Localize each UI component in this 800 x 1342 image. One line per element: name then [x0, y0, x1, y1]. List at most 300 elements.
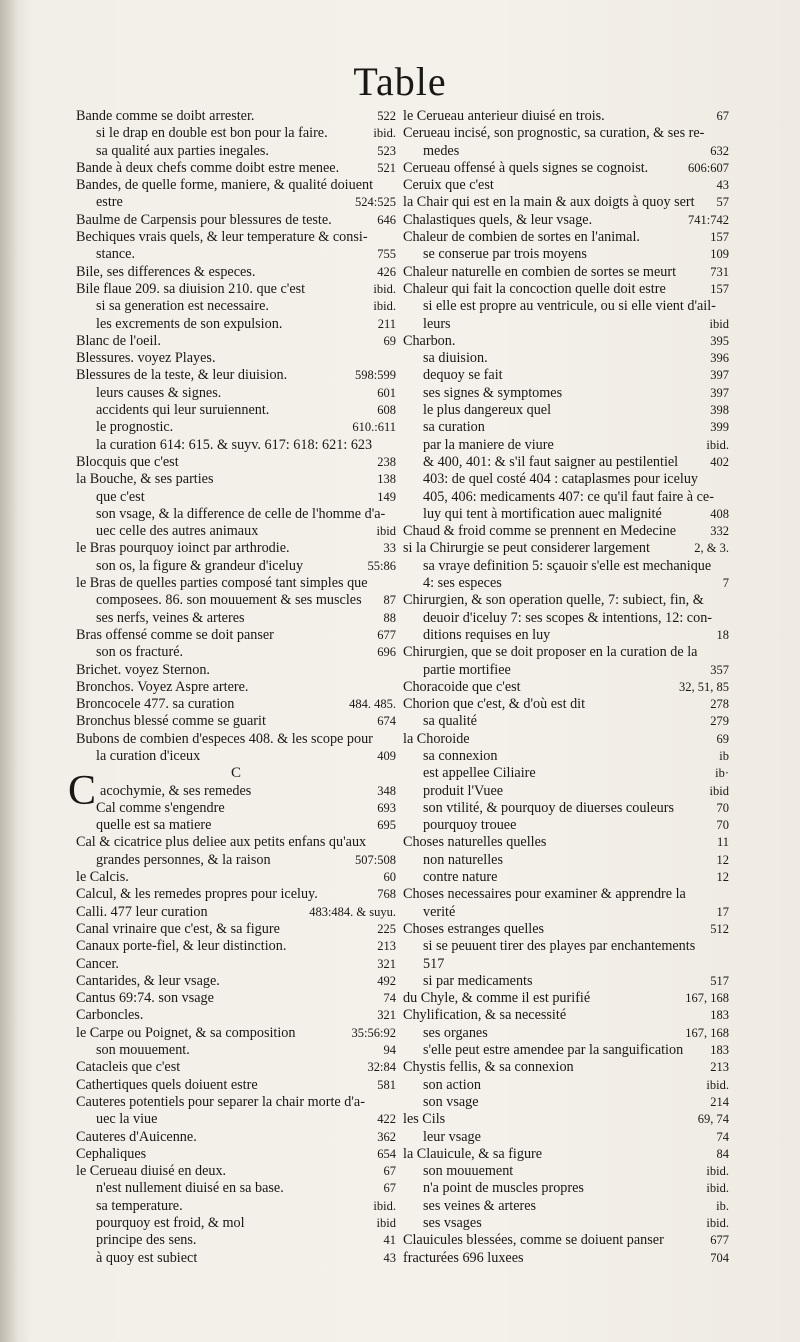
index-entry [403, 333, 729, 350]
entry-text: estre [96, 194, 123, 211]
entry-text: Cantarides, & leur vsage. [76, 972, 220, 989]
entry-text: Blessures. voyez Playes. [76, 350, 216, 367]
index-entry [403, 662, 729, 679]
index-entry [76, 1059, 396, 1076]
entry-text: Chalastiques quels, & leur vsage. [403, 211, 593, 228]
index-entry [76, 592, 396, 609]
entry-text: grandes personnes, & la raison [96, 851, 271, 868]
index-entry [403, 869, 729, 886]
index-entry [403, 610, 729, 627]
entry-page-ref: 422 [377, 1112, 396, 1127]
entry-page-ref: 214 [710, 1094, 729, 1109]
index-entry [403, 1215, 729, 1232]
index-entry [76, 212, 396, 229]
index-entry [76, 229, 396, 246]
index-entry [403, 1146, 729, 1163]
entry-text: le Bras de quelles parties composé tant simples que [76, 575, 368, 592]
index-entry [403, 229, 729, 246]
entry-page-ref: 357 [710, 662, 729, 677]
entry-page-ref: ibid [709, 783, 729, 798]
entry-text: le Cerueau anterieur diuisé en trois. [403, 108, 605, 124]
entry-text: si la Chirurgie se peut considerer largement [403, 540, 650, 557]
entry-text: Cacochymie, & ses remedes [68, 767, 252, 814]
entry-page-ref: 677 [377, 627, 396, 642]
entry-page-ref: 362 [377, 1129, 396, 1144]
entry-page-ref: 581 [377, 1077, 396, 1092]
index-entry [403, 1129, 729, 1146]
index-entry [403, 731, 729, 748]
entry-text: si elle est propre au ventricule, ou si elle vient d'ail- [423, 298, 716, 315]
index-entry [403, 1198, 729, 1215]
index-entry [76, 489, 396, 506]
entry-page-ref: 17 [716, 904, 729, 919]
entry-page-ref: ibid. [706, 1164, 729, 1179]
index-entry [76, 852, 396, 869]
entry-text: le prognostic. [96, 419, 174, 436]
entry-text: n'est nullement diuisé en sa base. [96, 1180, 284, 1197]
entry-text: Chaleur qui fait la concoction quelle doit estre [403, 280, 666, 297]
entry-page-ref: 33 [383, 541, 396, 556]
entry-text: uec celle des autres animaux [96, 523, 259, 540]
entry-page-ref: 654 [377, 1146, 396, 1161]
entry-page-ref: 524:525 [355, 195, 396, 210]
index-entry [76, 1094, 396, 1111]
entry-page-ref: 426 [377, 264, 396, 279]
page-gutter-shadow [0, 0, 18, 1342]
entry-text: Calli. 477 leur curation [76, 903, 208, 920]
index-entry [76, 696, 396, 713]
entry-page-ref: 183 [710, 1043, 729, 1058]
entry-text: Cephaliques [76, 1145, 147, 1162]
entry-text: le plus dangereux quel [423, 402, 552, 419]
entry-text: dequoy se fait [423, 367, 503, 384]
entry-text: Cantus 69:74. son vsage [76, 990, 214, 1007]
entry-page-ref: 69 [716, 731, 729, 746]
entry-page-ref: 398 [710, 403, 729, 418]
index-entry [403, 956, 729, 973]
entry-text: Baulme de Carpensis pour blessures de teste. [76, 211, 332, 228]
entry-text: sa qualité [423, 713, 477, 730]
entry-text: Chylification, & sa necessité [403, 1007, 567, 1024]
entry-page-ref: 321 [377, 1008, 396, 1023]
index-entry [76, 540, 396, 557]
index-entry [76, 1198, 396, 1215]
entry-page-ref: 704 [710, 1250, 729, 1265]
entry-page-ref: 522 [377, 109, 396, 123]
index-entry [403, 177, 729, 194]
entry-text: produit l'Vuee [423, 782, 504, 799]
entry-page-ref: 632 [710, 143, 729, 158]
index-entry [76, 333, 396, 350]
entry-text: Chaud & froid comme se prennent en Medecine [403, 523, 677, 540]
entry-text: Charbon. [403, 332, 456, 349]
entry-text: Bande à deux chefs comme doibt estre menee. [76, 159, 340, 176]
index-entry [76, 298, 396, 315]
index-entry [76, 644, 396, 661]
entry-text: contre nature [423, 869, 498, 886]
entry-text: Cal & cicatrice plus deliee aux petits enfans qu'aux [76, 834, 367, 851]
index-entry [76, 938, 396, 955]
entry-page-ref: 409 [377, 748, 396, 763]
index-entry [76, 506, 396, 523]
entry-text: les Cils [403, 1111, 446, 1128]
index-entry [403, 938, 729, 955]
entry-page-ref: 70 [716, 800, 729, 815]
entry-text: & 400, 401: & s'il faut saigner au pestilentiel [423, 453, 679, 470]
index-entry [76, 713, 396, 730]
entry-page-ref: 492 [377, 973, 396, 988]
index-entry [76, 1146, 396, 1163]
entry-text: 403: de quel costé 404 : cataplasmes pour iceluy [423, 471, 699, 488]
entry-page-ref: 41 [383, 1233, 396, 1248]
index-column-right [403, 108, 729, 1267]
index-entry [403, 817, 729, 834]
entry-text: 4: ses especes [423, 575, 502, 592]
index-entry [403, 402, 729, 419]
entry-text: pourquoy trouee [423, 817, 517, 834]
index-entry [403, 696, 729, 713]
index-entry [76, 108, 396, 125]
entry-text: à quoy est subiect [96, 1249, 198, 1266]
entry-page-ref: 332 [710, 524, 729, 539]
entry-page-ref: 109 [710, 247, 729, 262]
index-entry [403, 523, 729, 540]
entry-text: Choracoide que c'est [403, 678, 521, 695]
entry-page-ref: 348 [377, 783, 396, 798]
index-entry [403, 575, 729, 592]
index-entry [403, 852, 729, 869]
index-entry [403, 367, 729, 384]
entry-page-ref: 157 [710, 230, 729, 245]
entry-text: n'a point de muscles propres [423, 1180, 584, 1197]
index-entry [403, 973, 729, 990]
entry-page-ref: 674 [377, 714, 396, 729]
index-entry [76, 1007, 396, 1024]
index-entry [403, 592, 729, 609]
entry-text: son vsage, & la difference de celle de l'homme d'a- [96, 505, 386, 522]
entry-page-ref: 35:56:92 [351, 1025, 396, 1040]
entry-page-ref: 43 [716, 178, 729, 193]
index-entry [76, 956, 396, 973]
index-entry [403, 800, 729, 817]
entry-page-ref: 238 [377, 454, 396, 469]
entry-text: si se peuuent tirer des playes par enchantements [423, 938, 696, 955]
entry-page-ref: 167, 168 [685, 991, 729, 1006]
entry-text: ses veines & arteres [423, 1197, 537, 1214]
entry-text: sa qualité aux parties inegales. [96, 142, 269, 159]
index-entry [403, 1007, 729, 1024]
index-entry [403, 489, 729, 506]
entry-page-ref: 677 [710, 1233, 729, 1248]
entry-page-ref: 18 [716, 627, 729, 642]
entry-page-ref: 70 [716, 818, 729, 833]
entry-text: le Cerueau diuisé en deux. [76, 1163, 227, 1180]
index-entry [76, 627, 396, 644]
index-entry [403, 246, 729, 263]
entry-page-ref: ib. [716, 1198, 729, 1213]
entry-page-ref: 696 [377, 645, 396, 660]
index-entry [403, 558, 729, 575]
entry-text: les excrements de son expulsion. [96, 315, 283, 332]
entry-page-ref: 87 [383, 593, 396, 608]
entry-text: Blanc de l'oeil. [76, 332, 161, 349]
entry-text: Choses naturelles quelles [403, 834, 547, 851]
entry-text: Cauteres potentiels pour separer la chair morte d'a- [76, 1093, 365, 1110]
entry-text: Bronchus blessé comme se guarit [76, 713, 266, 730]
entry-page-ref: 67 [383, 1164, 396, 1179]
section-letter-heading [76, 765, 396, 782]
index-entry [403, 1111, 729, 1128]
index-entry [403, 1077, 729, 1094]
entry-text: Cerueau incisé, son prognostic, sa curation, & ses re- [403, 125, 705, 142]
index-entry [76, 575, 396, 592]
entry-text: Broncocele 477. sa curation [76, 696, 235, 713]
entry-text: C [230, 765, 241, 782]
entry-page-ref: 512 [710, 921, 729, 936]
index-entry [403, 765, 729, 782]
entry-text: luy qui tent à mortification auec malignité [423, 505, 662, 522]
index-entry [76, 558, 396, 575]
entry-page-ref: 741:742 [688, 212, 729, 227]
entry-text: Calcul, & les remedes propres pour iceluy. [76, 886, 318, 903]
entry-page-ref: 57 [716, 195, 729, 210]
entry-text: son mouuement [423, 1163, 514, 1180]
entry-page-ref: 768 [377, 887, 396, 902]
index-entry [76, 834, 396, 851]
index-entry [76, 1042, 396, 1059]
index-entry [403, 350, 729, 367]
index-entry [76, 437, 396, 454]
entry-text: Bande comme se doibt arrester. [76, 108, 255, 124]
index-entry [403, 471, 729, 488]
entry-page-ref: 32, 51, 85 [679, 679, 729, 694]
index-column-left [68, 108, 396, 1267]
entry-text: son vtilité, & pourquoy de diuerses couleurs [423, 799, 674, 816]
entry-page-ref: 74 [716, 1129, 729, 1144]
entry-text: que c'est [96, 488, 145, 505]
entry-text: par la maniere de viure [423, 436, 554, 453]
entry-page-ref: 69, 74 [697, 1112, 729, 1127]
entry-page-ref: 149 [377, 489, 396, 504]
entry-page-ref: 606:607 [688, 160, 729, 175]
entry-page-ref: 213 [377, 939, 396, 954]
index-entry [76, 316, 396, 333]
index-entry [403, 834, 729, 851]
entry-text: son mouuement. [96, 1042, 190, 1059]
entry-page-ref: ibid. [373, 1198, 396, 1213]
entry-text: ses nerfs, veines & arteres [96, 609, 245, 626]
index-entry [76, 125, 396, 142]
entry-text: sa curation [423, 419, 485, 436]
entry-page-ref: ibid. [706, 1077, 729, 1092]
entry-text: Brichet. voyez Sternon. [76, 661, 210, 678]
index-entry [403, 1232, 729, 1249]
entry-page-ref: 157 [710, 281, 729, 296]
entry-text: Canal vrinaire que c'est, & sa figure [76, 920, 280, 937]
entry-text: quelle est sa matiere [96, 817, 212, 834]
entry-text: Bile, ses differences & especes. [76, 263, 256, 280]
entry-page-ref: 610.:611 [352, 420, 396, 435]
entry-page-ref: 84 [716, 1146, 729, 1161]
entry-page-ref: 507:508 [355, 852, 396, 867]
index-entry [76, 143, 396, 160]
index-entry [403, 748, 729, 765]
entry-page-ref: 211 [377, 316, 396, 331]
index-entry [403, 506, 729, 523]
entry-page-ref: ib [719, 748, 729, 763]
entry-text: si le drap en double est bon pour la faire. [96, 125, 328, 142]
entry-text: la Bouche, & ses parties [76, 471, 214, 488]
index-entry [76, 990, 396, 1007]
entry-text: leurs causes & signes. [96, 384, 222, 401]
entry-text: Cerueau offensé à quels signes se cognoist. [403, 159, 649, 176]
index-entry [403, 1250, 729, 1267]
entry-text: sa vraye definition 5: sçauoir s'elle est mechanique [423, 557, 712, 574]
entry-text: la Clauicule, & sa figure [403, 1145, 543, 1162]
entry-text: ses signes & symptomes [423, 384, 563, 401]
index-entry [403, 281, 729, 298]
entry-page-ref: 484. 485. [349, 697, 396, 712]
index-entry [403, 921, 729, 938]
entry-text: Ceruix que c'est [403, 177, 494, 194]
index-entry [76, 1180, 396, 1197]
entry-text: verité [423, 903, 456, 920]
entry-page-ref: 88 [383, 610, 396, 625]
index-entry [403, 644, 729, 661]
entry-text: Blocquis que c'est [76, 453, 179, 470]
entry-text: Cancer. [76, 955, 119, 972]
index-entry [76, 264, 396, 281]
index-entry [76, 160, 396, 177]
index-entry [76, 679, 396, 696]
entry-page-ref: ib· [715, 766, 729, 781]
index-entry [403, 1094, 729, 1111]
index-entry [403, 160, 729, 177]
entry-page-ref: 11 [716, 835, 729, 850]
entry-page-ref: 397 [710, 368, 729, 383]
index-entry [76, 973, 396, 990]
entry-text: Chorion que c'est, & d'où est dit [403, 696, 586, 713]
entry-text: le Bras pourquoy ioinct par arthrodie. [76, 540, 290, 557]
index-entry [403, 316, 729, 333]
entry-page-ref: 695 [377, 818, 396, 833]
index-entry [76, 1129, 396, 1146]
entry-text: Chaleur naturelle en combien de sortes se meurt [403, 263, 677, 280]
index-entry [403, 783, 729, 800]
index-entry [403, 1042, 729, 1059]
entry-page-ref: 167, 168 [685, 1025, 729, 1040]
entry-text: sa temperature. [96, 1197, 183, 1214]
entry-page-ref: 483:484. & suyu. [309, 904, 396, 919]
entry-text: se conserue par trois moyens [423, 246, 587, 263]
entry-text: Bras offensé comme se doit panser [76, 626, 274, 643]
entry-text: Canaux porte-fiel, & leur distinction. [76, 938, 287, 955]
index-entry [403, 540, 729, 557]
entry-page-ref: ibid [376, 524, 396, 539]
index-entry [76, 869, 396, 886]
index-entry [403, 1180, 729, 1197]
entry-text: pourquoy est froid, & mol [96, 1215, 245, 1231]
index-entry [403, 627, 729, 644]
index-entry [403, 143, 729, 160]
entry-page-ref: 693 [377, 800, 396, 815]
index-entry [76, 1250, 396, 1267]
entry-page-ref: 94 [383, 1043, 396, 1058]
entry-text: Chirurgien, & son operation quelle, 7: subiect, fin, & [403, 592, 704, 609]
entry-page-ref: 183 [710, 1008, 729, 1023]
index-entry [76, 471, 396, 488]
index-entry [76, 610, 396, 627]
entry-page-ref: 402 [710, 454, 729, 469]
index-entry [76, 194, 396, 211]
entry-text: le Carpe ou Poignet, & sa composition [76, 1024, 296, 1041]
entry-text: la curation d'iceux [96, 747, 201, 764]
entry-text: leurs [423, 315, 451, 332]
entry-text: la curation 614: 615. & suyv. 617: 618: 621: 623 [96, 436, 373, 453]
entry-text: le Calcis. [76, 869, 129, 886]
entry-page-ref: 523 [377, 143, 396, 158]
entry-page-ref: 213 [710, 1060, 729, 1075]
entry-page-ref: ibid [709, 316, 729, 331]
page-title: Table [353, 59, 447, 104]
entry-text: du Chyle, & comme il est purifié [403, 990, 591, 1007]
entry-text: composees. 86. son mouuement & ses muscles [96, 592, 362, 609]
entry-page-ref: ibid. [373, 299, 396, 314]
entry-page-ref: 12 [716, 870, 729, 885]
index-entry [76, 367, 396, 384]
entry-text: sa diuision. [423, 350, 488, 367]
entry-text: fracturées 696 luxees [403, 1249, 524, 1266]
entry-page-ref: 521 [377, 160, 396, 175]
entry-page-ref: 279 [710, 714, 729, 729]
entry-text: son action [423, 1076, 481, 1093]
index-entry [76, 731, 396, 748]
entry-text: Cathertiques quels doiuent estre [76, 1076, 258, 1093]
entry-page-ref: 517 [710, 973, 729, 988]
entry-text: accidents qui leur suruiennent. [96, 402, 270, 419]
index-entry [76, 1111, 396, 1128]
entry-text: Carboncles. [76, 1007, 144, 1024]
entry-page-ref: 646 [377, 212, 396, 227]
entry-text: Cauteres d'Auicenne. [76, 1128, 197, 1145]
index-entry [76, 1163, 396, 1180]
entry-page-ref: 396 [710, 351, 729, 366]
entry-page-ref: ibid. [373, 126, 396, 141]
entry-page-ref: ibid. [706, 1181, 729, 1196]
entry-text: si sa generation est necessaire. [96, 298, 269, 315]
entry-text: son os fracturé. [96, 644, 184, 661]
entry-text: Choses necessaires pour examiner & apprendre la [403, 886, 686, 903]
index-entry [403, 108, 729, 125]
index-entry [76, 177, 396, 194]
entry-page-ref: 43 [383, 1250, 396, 1265]
entry-text: Clauicules blessées, comme se doiuent panser [403, 1232, 664, 1249]
index-entry [76, 419, 396, 436]
index-entry [76, 921, 396, 938]
index-entry [403, 419, 729, 436]
entry-text: Chaleur de combien de sortes en l'animal. [403, 229, 640, 246]
entry-text: ses vsages [423, 1215, 482, 1231]
entry-text: Bile flaue 209. sa diuision 210. que c'est [76, 280, 306, 297]
entry-text: son os, la figure & grandeur d'iceluy [96, 557, 304, 574]
entry-page-ref: ibid. [373, 281, 396, 296]
entry-page-ref: 2, & 3. [694, 541, 729, 556]
index-entry [403, 1059, 729, 1076]
index-entry [403, 194, 729, 211]
entry-page-ref: ibid. [706, 437, 729, 452]
entry-text: Blessures de la teste, & leur diuision. [76, 367, 288, 384]
index-entry [76, 1077, 396, 1094]
